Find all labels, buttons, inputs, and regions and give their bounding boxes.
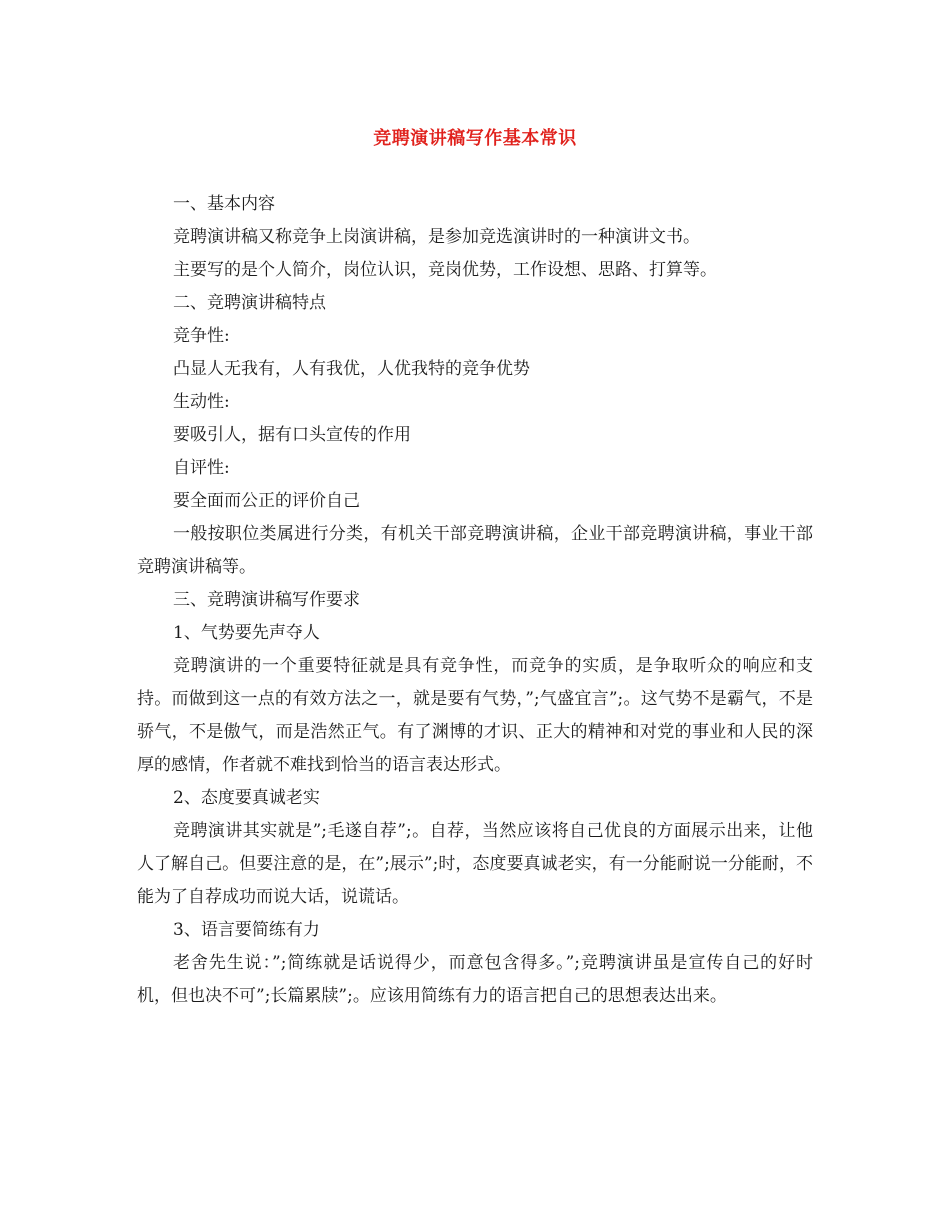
paragraph: 要全面而公正的评价自己 bbox=[173, 491, 360, 511]
paragraph: 竞聘演讲稿又称竞争上岗演讲稿，是参加竞选演讲时的一种演讲文书。 bbox=[173, 227, 700, 247]
paragraph: 主要写的是个人简介，岗位认识，竞岗优势，工作设想、思路、打算等。 bbox=[173, 260, 717, 280]
paragraph: 凸显人无我有，人有我优，人优我特的竞争优势 bbox=[173, 359, 530, 379]
section-heading: 一、基本内容 bbox=[173, 194, 275, 214]
section-heading: 三、竞聘演讲稿写作要求 bbox=[173, 590, 360, 610]
paragraph: 竞聘演讲其实就是”;毛遂自荐”;。自荐，当然应该将自己优良的方面展示出来，让他人了解自己。但要注意的是，在”;展示”;时，态度要真诚老实，有一分能耐说一分能耐，不能为了自荐成功而说大话，说谎话。 bbox=[137, 821, 813, 907]
paragraph: 一般按职位类属进行分类，有机关干部竞聘演讲稿，企业干部竞聘演讲稿，事业干部竞聘演讲稿等。 bbox=[137, 524, 813, 577]
paragraph: 老舍先生说：”;简练就是话说得少，而意包含得多。”;竞聘演讲虽是宣传自己的好时机，但也决不可”;长篇累牍”;。应该用简练有力的语言把自己的思想表达出来。 bbox=[137, 953, 813, 1006]
subsection-heading: 3、语言要简练有力 bbox=[173, 920, 320, 940]
feature-label: 竞争性: bbox=[173, 326, 230, 346]
document-title: 竞聘演讲稿写作基本常识 bbox=[373, 128, 577, 149]
subsection-heading: 1、气势要先声夺人 bbox=[173, 623, 320, 643]
section-heading: 二、竞聘演讲稿特点 bbox=[173, 293, 326, 313]
paragraph: 竞聘演讲的一个重要特征就是具有竞争性，而竞争的实质，是争取听众的响应和支持。而做到这一点的有效方法之一，就是要有气势，”;气盛宜言”;。这气势不是霸气，不是骄气，不是傲气，而是浩然正气。有了渊博的才识、正大的精神和对党的事业和人民的深厚的感情，作者就不难找到恰当的语言表达形式。 bbox=[137, 656, 813, 775]
paragraph: 要吸引人，据有口头宣传的作用 bbox=[173, 425, 411, 445]
feature-label: 自评性: bbox=[173, 458, 230, 478]
document-body bbox=[137, 188, 813, 1013]
subsection-heading: 2、态度要真诚老实 bbox=[173, 788, 320, 808]
feature-label: 生动性: bbox=[173, 392, 230, 412]
